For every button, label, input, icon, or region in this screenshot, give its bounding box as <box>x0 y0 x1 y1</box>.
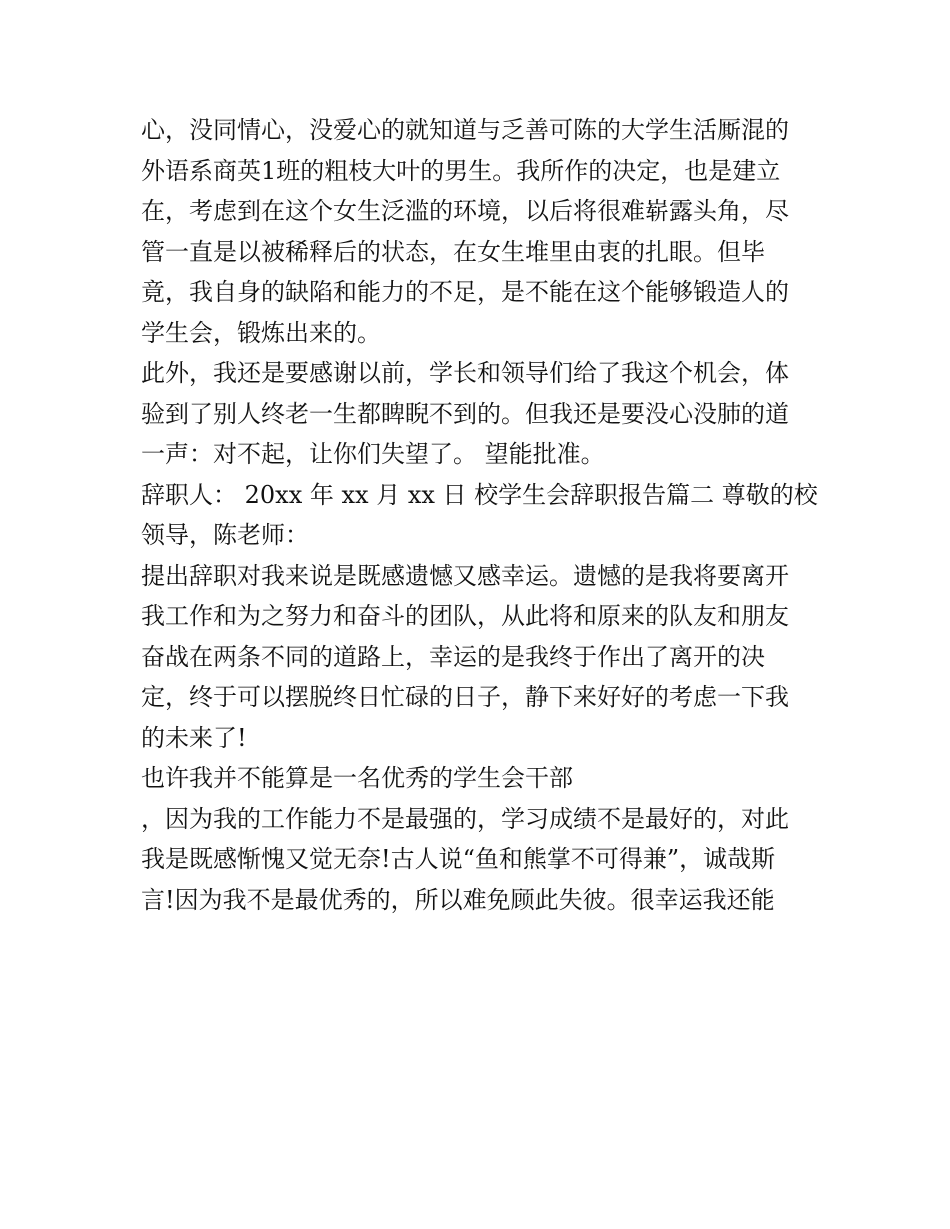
text-line: 心，没同情心，没爱心的就知道与乏善可陈的大学生活厮混的 <box>141 116 789 144</box>
text-line: 竟，我自身的缺陷和能力的不足，是不能在这个能够锻造人的 <box>141 278 789 306</box>
document-body <box>141 110 821 920</box>
text-line: 奋战在两条不同的道路上，幸运的是我终于作出了离开的决 <box>141 642 765 671</box>
text-line: 我是既感惭愧又觉无奈!古人说“鱼和熊掌不可得兼”，诚哉斯 <box>141 845 776 873</box>
text-line: 管一直是以被稀释后的状态，在女生堆里由衷的扎眼。但毕 <box>141 237 765 266</box>
text-line: ，因为我的工作能力不是最强的，学习成绩不是最好的，对此 <box>141 804 789 833</box>
text-line: 辞职人： 20xx 年 xx 月 xx 日 校学生会辞职报告篇二 尊敬的校 <box>141 480 818 509</box>
text-line: 定，终于可以摆脱终日忙碌的日子，静下来好好的考虑一下我 <box>141 683 789 711</box>
text-line: 提出辞职对我来说是既感遗憾又感幸运。遗憾的是我将要离开 <box>141 561 789 590</box>
text-line: 外语系商英1班的粗枝大叶的男生。我所作的决定，也是建立 <box>141 156 781 185</box>
text-line: 验到了别人终老一生都睥睨不到的。但我还是要没心没肺的道 <box>141 399 789 428</box>
text-line: 此外，我还是要感谢以前，学长和领导们给了我这个机会，体 <box>141 359 789 387</box>
text-line: 在，考虑到在这个女生泛滥的环境，以后将很难崭露头角，尽 <box>141 197 789 225</box>
text-line: 一声：对不起，让你们失望了。 望能批准。 <box>141 440 605 468</box>
text-line: 学生会，锻炼出来的。 <box>141 318 381 347</box>
text-line: 的未来了! <box>141 723 247 752</box>
text-line: 也许我并不能算是一名优秀的学生会干部 <box>141 764 573 792</box>
text-line: 言!因为我不是最优秀的，所以难免顾此失彼。很幸运我还能 <box>141 885 775 914</box>
text-line: 我工作和为之努力和奋斗的团队，从此将和原来的队友和朋友 <box>141 602 789 630</box>
text-line: 领导，陈老师： <box>141 521 309 549</box>
